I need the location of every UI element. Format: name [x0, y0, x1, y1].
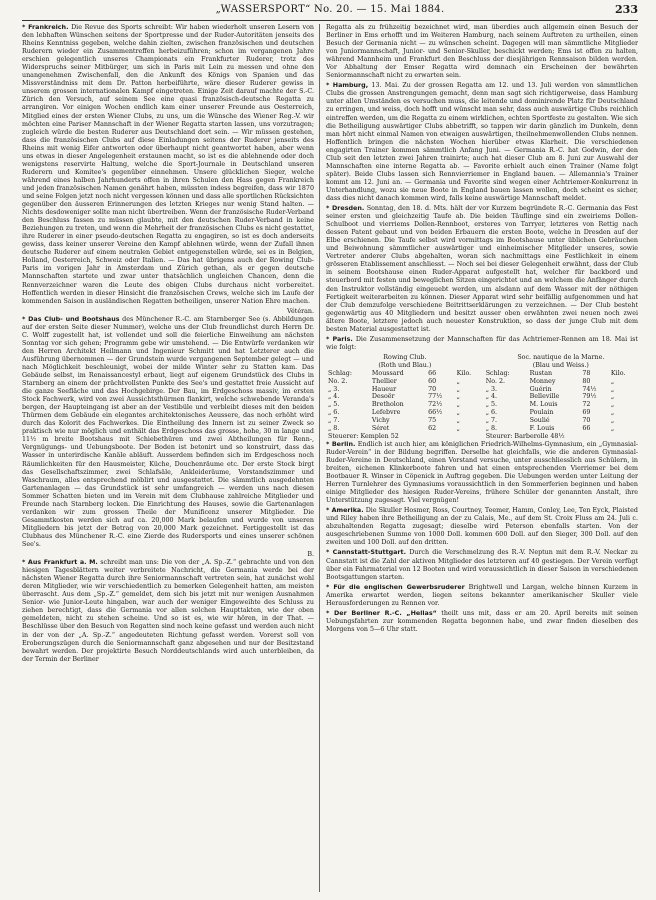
crew-cell: Monney: [529, 377, 556, 385]
crew-row: [326, 378, 638, 386]
crew-cell: 70: [582, 417, 591, 425]
crew-cell: „ 5.: [485, 401, 498, 409]
crew-cell: „: [610, 417, 615, 425]
article-text: Die Skuller Hosmer, Ross, Courtney, Teemer, Hamm, Conley, Lee, Ten Eyck, Plaisted und Riley haben ihre Betheiligung an der zu Calais, Me., auf dem St. Croix Fluss am 24. Juli c. abzuhaltenden Regatta zugesagt; dieselbe wird Peterson ebenfalls starten. Von der ausgeschriebenen Summe von 1000 Doll. kommen 600 Doll. auf den Sieger, 300 Doll. auf den zweiten und 100 Doll. auf den dritten.: [326, 507, 638, 547]
article-text: Sonntag, den 18. d. Mts. hält der vor Kurzem begründete R.-C. Germania das Fest seiner ersten und gleichzeitig Taufe ab. Die beiden Täuflinge sind ein zweiriems Dollen-Schulboot und vierriems Dollen-Rennboot, ersteres von Tarryer, letzteres von Rettig nach dessen Patent gebaut und von beiden Erbauern die ersten Boote, welche in Dresden auf der Elbe erschienen. Die Taufe selbst wird vormittags im Bootshause unter üblichen Gebräuchen und Beiwohnung sämmtlicher auswärtiger und einheimischer Mitglieder unseres, sowie Vertreter anderer Clubs abgehalten, woran sich nachmittags eine Festlichkeit in einem grösseren Etablissement anschliesst. — Noch sei bei dieser Gelegenheit erwähnt, dass der Club in seinem Bootshause einen Ruder-Apparat aufgestellt hat, welcher für backbord und steuerbord mit festen und beweglichen Sitzen eingerichtet und an welchem die Anfänger durch den Instruktor vollständig eingeuebt werden, um alsdann auf dem Wasser mit der nöthigen Fertigkeit weiterarbeiten zu können. Dieser Apparat wird sehr beifällig aufgenommen und hat der Club demzufolge verschiedene Beitrittserklärungen zu verzeichnen. — Der Club besteht gegenwärtig aus 40 Mitgliedern und besitzt ausser oben erwähnten zwei neuen noch zwei ältere Boote, letztere jedoch auch neuester Konstruktion, so dass der junge Club mit dem besten Material ausgestattet ist.: [326, 205, 638, 333]
crew-cell: Haueur: [371, 385, 397, 393]
crew-cell: „: [456, 385, 460, 393]
left-club-name: Rowing Club.: [383, 353, 427, 361]
article-title: * Frankreich.: [22, 24, 69, 31]
crew-cell: 66: [428, 369, 437, 377]
header-rule: [22, 20, 638, 21]
article-amerika: [326, 507, 638, 547]
article-title: * Das Club- und Bootshaus: [22, 315, 120, 323]
article-text: Die Zusammensetzung der Mannschaften für das Achtriemer-Rennen am 18. Mai ist wie folgt:: [326, 335, 638, 351]
crew-cell: Vichy: [371, 417, 390, 425]
page-header: [22, 4, 638, 20]
crew-cell: „: [456, 401, 460, 409]
right-column: [326, 24, 638, 894]
article-title: * Cannstatt-Stuttgart.: [326, 549, 407, 557]
crew-cell: Kilo.: [456, 369, 472, 377]
crew-cell: Lefebvre: [371, 409, 401, 417]
crew-cell: „ 4.: [485, 393, 498, 401]
crew-cell: Séret: [371, 425, 390, 433]
crew-cell: 72½: [428, 401, 443, 409]
left-column: [22, 24, 314, 894]
crew-cell: „ 8.: [328, 425, 340, 433]
article-hamburg: [326, 82, 638, 203]
crew-cell: 74½: [582, 385, 597, 393]
crew-cell: 78: [582, 369, 591, 377]
crew-cell: „: [610, 425, 615, 433]
crew-cell: Kilo.: [610, 369, 626, 377]
crew-table: [326, 354, 638, 441]
crew-cell: Rustan: [529, 369, 553, 377]
crew-cell: 69: [582, 409, 591, 417]
article-signature: B.: [307, 551, 314, 559]
right-cox: Steurer: Barberolle 48½: [485, 432, 565, 440]
crew-table-cox: [326, 433, 638, 441]
article-title: * Berlin.: [326, 440, 356, 448]
crew-cell: „: [610, 401, 615, 409]
crew-cell: „ 5.: [328, 401, 340, 409]
article-clubhaus: [22, 316, 314, 549]
running-title: „WASSERSPORT“ No. 20. — 15. Mai 1884.: [215, 4, 445, 15]
crew-cell: „ 3.: [328, 385, 340, 393]
article-title: * Für die englischen Gewerbsruderer: [326, 583, 465, 591]
article-frankreich: [22, 24, 314, 306]
crew-cell: „: [610, 393, 615, 401]
crew-cell: 62: [428, 425, 437, 433]
crew-cell: „ 4.: [328, 393, 340, 401]
article-text: Endlich ist auch hier, am königlichen Friedrich-Wilhelms-Gymnasium, ein „Gymnasial-Ruder-Verein“ in der Bildung begriffen. Derselbe hat gleichfalls, wie die anderen Gymnasial-Ruder-Vereine in Deutschland, einen Vorstand versuche, unter ausschliesslich aus Schülern, in breiten, eichenen Klinkerboote fahren und hat einen entsprechenden Vierriemer bei dem Bootbauer R. Winser in Cöpenick in Auftrag gegeben. Die Uebungen werden unter Leitung der Herren Turnlehrer des Gymnasiums voraussichtlich in den Sommerferien beginnen und haben einige Mitglieder des hiesigen Ruder-Vereins, frühere Schüler der genannten Anstalt, ihre Unterstützung zugesagt. Viel vergnügen!: [326, 440, 638, 505]
crew-cell: „ 7.: [485, 417, 498, 425]
article-signature: Vétéran.: [287, 307, 314, 315]
crew-cell: 75: [428, 417, 437, 425]
article-text: Durch die Verschmelzung des R.-V. Neptun mit dem R.-V. Neckar zu Cannstatt ist die Zahl der aktiven Mitglieder des letzteren auf 40 gestiegen. Der Verein verfügt über ein Fahrmaterial von 12 Booten und wird voraussichtlich in dieser Saison in verschiedenen Bootsgattungen starten.: [326, 549, 638, 581]
crew-cell: 70: [428, 385, 437, 393]
crew-row: [326, 370, 638, 378]
article-text: theilt uns mit, dass er am 20. April bereits mit seinen Uebungsfahrten zur kommenden Regatta begonnen habe, und zwar finden dieselben des Morgens von 5—6 Uhr statt.: [326, 609, 638, 633]
crew-row: [326, 425, 638, 433]
crew-cell: „: [610, 385, 615, 393]
crew-cell: Bretholon: [371, 401, 404, 409]
crew-row: [326, 409, 638, 417]
crew-cell: „ 6.: [328, 409, 340, 417]
crew-cell: „ 6.: [485, 409, 498, 417]
crew-cell: 66: [582, 425, 591, 433]
article-continuation: Regatta als zu frühzeitig bezeichnet wird, man überdies auch allgemein einen Besuch der Berliner in Ems erhofft und im Weiteren Hamburg, nach seinem Auftreten zu urtheilen, einen Besuch der Germania nicht — zu wünschen scheint. Dagegen will man sämmtliche Mitglieder von Juniormannschaft, Junior- und Senior-Skuller, beschickt werden; Ems ist offen zu halten, während Mannheim und Frankfurt den Beschluss der diesjährigen Rennsaison bilden werden. Vor Abhaltung der Emser Regatta wird demnach ein Erscheinen der bewährten Seniormannschaft nicht zu erwarten sein.: [326, 24, 638, 80]
article-text: schreibt man uns: Die von der „A. Sp.-Z.“ gebrachte und von den hiesigen Tagesblättern weiter verbreitete Nachricht, die Germania werde bei der nächsten Wiener Regatta durch ihre Seniormannschaft vertreten sein, hat zunächst wohl deren Mitglieder, wie wir verschiedentlich zu bemerken Gelegenheit hatten, am meisten überrascht. Aus dem „Sp.-Z.“ gemeldet, dem sich bis jetzt mit nur wenigen Ausnahmen Senior- wie Junior-Leute hingaben, war auch der weniger Eingeweihte des Schluss zu ziehen berechtigt, dass die Germania vor allen solchen Haupttakten, wie der oben gemeldeten, nicht zu stehen scheine. Und so ist es, wie wir hören, in der That. — Beschlüsse über den Besuch von Regatten sind noch keine gefasst und werden auch nicht in der von der „A. Sp.-Z.“ angedeuteten Richtung gefasst werden. Vorerst soll von Eroberungszügen durch die Seniormannschaft ganz abgesehen und nur der Besitzstand bewahrt werden. Der projektirte Besuch Norddeutschlands wird auch unterbleiben, da der Termin der Berliner: [22, 559, 314, 663]
crew-cell: Schlag:: [328, 369, 352, 377]
crew-cell: 66½: [428, 409, 443, 417]
article-dresden: [326, 205, 638, 334]
crew-cell: „: [610, 377, 615, 385]
crew-cell: 79½: [582, 393, 597, 401]
page-number: 233: [615, 3, 638, 16]
crew-cell: „ 8.: [485, 425, 498, 433]
article-cannstatt: [326, 549, 638, 581]
crew-cell: No. 2.: [485, 377, 506, 385]
crew-cell: Soulié: [529, 417, 550, 425]
crew-table-colors: [326, 362, 638, 370]
article-hellas: [326, 610, 638, 634]
article-title: * Amerika.: [326, 507, 364, 515]
crew-cell: 60: [428, 377, 437, 385]
crew-cell: 80: [582, 377, 591, 385]
crew-cell: „: [610, 409, 615, 417]
crew-table-header: [326, 354, 638, 362]
article-text: 13. Mai. Zu der grossen Regatta am 12. und 13. Juli werden von sämmtlichen Clubs die grossen Anstrengungen gemacht, denn man sagt sich richtigerweise, dass Hamburg unter allen Umständen es versuchen muss, die leitende und dominirende Platz für Deutschland zu erringen, und weiss, doch hofft und wünscht man sehr, dass auch auswärtige Clubs reichlich eintreffen werden, um die Regatta zu einem wirklichen, echten Sportfeste zu gestalten. Wie sich die Betheiligung auswärtiger Clubs abbetrifft, so tappen wir darin gänzlich im Dunkeln, denn man hört nicht einmal Namen von etwaigen auswärtigen, theilnehmenwollenden Clubs nennen. Hoffentlich bringen die nächsten Wochen hierüber etwas Klarheit. Die verschiedenen engagirten Trainer kommen sämmtlich Anfang Juni. — Germania R.-C. hat Godwin, der den Club seit den letzten zwei Jahren trainirte; auch hat dieser Club am 8. Juni zur Auswahl der Mannschaften eine interne Regatta ab. — Favorite erhielt auch einen Trainer (Name folgt später). Beide Clubs lassen sich Rennvierriemer in England bauen. — Allemannia's Trainer kommt am 12. Juni an. — Germania und Favorite sind wegen einer Achtriemer-Konkurrenz in Unterhandlung, wozu sie neue Boote in England bauen lassen wollen, doch scheint es sicher, dass dies nicht danach kommen wird, falls keine auswärtige Mannschaft meldet.: [326, 82, 638, 202]
article-title: * Paris.: [326, 335, 353, 343]
crew-cell: Schlag:: [485, 369, 510, 377]
crew-cell: „: [456, 377, 460, 385]
crew-cell: „: [456, 409, 460, 417]
crew-cell: Moussard: [371, 369, 404, 377]
crew-cell: Poulain: [529, 409, 554, 417]
crew-cell: „: [456, 417, 460, 425]
article-berlin: [326, 441, 638, 505]
article-gewerbsruderer: [326, 584, 638, 608]
left-cox: Steuerer: Kemplen 52: [328, 432, 399, 440]
right-club-name: Soc. nautique de la Marne.: [517, 353, 605, 361]
crew-cell: „: [456, 425, 460, 433]
crew-rows: [326, 370, 638, 433]
crew-cell: „ 7.: [328, 417, 340, 425]
crew-cell: „ 3.: [485, 385, 498, 393]
crew-cell: No. 2.: [328, 377, 348, 385]
column-divider: [319, 24, 320, 892]
crew-cell: „: [456, 393, 460, 401]
article-title: * Der Berliner R.-C. „Hellas“: [326, 609, 437, 617]
article-text: Die Revue des Sports schreibt: Wir haben wiederholt unseren Lesern von den lebhaften Wünschen seitens der Sportpresse und der Ruder-Autoritäten jenseits des Rheins Kenntniss gegeben, welche dahin zielten, zwischen französischen und deutschen Ruderern wieder ein Zusammentreffen herbeizuführen; schon im vergangenen Jahre erschien gelegentlich unseres Championats ein Frankfurter Ruderer, trotz des Widerspruchs seiner Mitbürger, um sich in Paris mit Lein zu messen und ohne den unangenehmen Zwischenfall, den die Ankunft des Königs von Spanien und das Missverständniss mit dem Dr. Patton herbeiführte, wäre dieser Ruderer gewiss in unserem grossen internationalen Kampf eingetreten. Einige Zeit darauf machte der S.-C. Zürich den Versuch, auf seinem See eine quasi französisch-deutsche Regatta zu arrangiren. Vor einigen Wochen endlich kam einer unserer Freunde aus Oesterreich, Mitglied eines der ersten Wiener Clubs, zu uns, um die Wünsche des Wiener Reg.-V. wir möchten eine Pariser Mannschaft in der Wiener Regatta starten lassen, uns vorzutragen; zugleich würde die besten Ruderer aus Deutschland dort sein. — Wir müssen gestehen, dass die französischen Clubs auf diese Einladungen seitens der Ruderer jenseits des Rheins mit wenig Eifer antworten oder überhaupt nicht geantwortet haben, aber wenn uns etwas in dieser Angelegenheit erstaunen macht, so ist es die ablehnende oder doch wenigstens reservirte Haltung, welche die Sport-Journale in Deutschland unseren Ruderern und Komitee's gegenüber einnehmen. Unsere glücklichen Sieger, welche während eines halben Jahrhunderts offen in ihren Schulen den Hass gegen Frankreich und jeden französischen Namen genährt haben, müssten indess begreifen, dass wir 1870 und seine Folgen jetzt noch nicht vergessen können und dass alle sportlichen Rücksichten gegenüber den äusseren Erinnerungen des letzten Krieges nur wenig Stand halten. — Nichts desdoweniger sollte man nicht übertreiben. Wenn der französische Ruder-Verband den Beschluss fassen zu müssen glaubte, mit den deutschen Ruder-Verband in keine Beziehungen zu treten, und wenn die Mehrheit der französischen Clubs es nicht gestattet, ihre Ruderer in einer pseudo-deutschen Regatta zu engagiren, so ist es doch anderseits gewiss, dass keiner unserer Vereine den Kampf ablehnen würde, wenn der Zufall ihnen deutsche Ruderer auf einem neutralen Gebiet entgegenstellen würde, sei es in Belgien, Holland, Oesterreich, Schweiz oder Italien. — Das hat übrigens auch der Rowing Club-Paris im vorigen Jahr in Amsterdam und Zürich gethan, als er gegen deutsche Mannschaften startete und zwar unter thatsächlich ungleichen Chancen, denn die Rennverzeichner waren die Leute des obigen Clubs durchaus nicht vorbereitet. Hoffentlich werden in dieser Hinsicht die französischen Crews, welche sich im Laufe der kommenden Saison in ausländischen Regatten betheiligen, unserer Nation Ehre machen.: [22, 24, 314, 305]
crew-cell: 77½: [428, 393, 443, 401]
article-title: * Aus Frankfurt a. M.: [22, 559, 98, 567]
crew-row: [326, 417, 638, 425]
article-text: des Münchener R.-C. am Starnberger See (s. Abbildungen auf der ersten Seite dieser Nummer), welche uns der Club freundlichst durch Herrn Dr. C. Wolff zugestellt hat, ist vollendet und soll die feierliche Einweihung am nächsten Sonntag vor sich gehen; Programm gebe wir umstehend. — Die Entwürfe verdanken wir den Herren Architekt Heilmann und Ingenieur Schmitt und hat Letzterer auch die Ausführung übernommen — der Grundstein wurde vergangenen September gelegt — und nach Möglichkeit beschleunigt, wobei der milde Winter sehr zu Statten kam. Das Gebäude selbst, im Renaissancestyl erbaut, liegt auf eigenem Grundstück des Clubs in Starnberg an einem der prächtvollsten Punkte des See's und gestattet freie Aussicht auf die ganze Seefläche und das Hochgebirge. Der Bau, im Erdgeschoss massiv, im ersten Stock Fachwerk, wird von zwei Aussichtsthürmen flankirt, welche schwebende Veranda's bergen, der Haupteingang ist aber an der Vestibüle und verbleibt dieses mit den beiden Thürmen dem Gebäude ein elegantes architektonisches Aeussere, das noch erhöht wird durch das Kolorit des Fachwerkes. Die Eintheilung des Innern ist zu seiner Zweck so praktisch wie nur möglich und enthält das Erdgeschoss das grosse, hohe, 30 m lange und 11½ m breite Bootshaus mit Schiebethüren und zwei Abtheilungen für Renn-, Vergnügungs- und Uebungsboote. Der Boden ist betonirt und so konstruirt, dass das Wasser in unterirdische Kanäle abläuft. Ausserdem befinden sich im Erdgeschoss noch Räumlichkeiten für den Hausmeister, Küche, Douchenräume etc. Der erste Stock birgt das Gesellschaftszimmer, zwei Schlafsäle, Ankleideräume, Vorstandszimmer und Waschraum, alles entsprechend möblirt und ausgestattet. Die sämmtlich ausgedehnten Gartenanlagen — das Grundstück ist sehr umfangreich — werden uns nach diesen Sommer Schatten bieten und im Verein mit dem Clubhause zahlreiche Mitglieder und Freunde nach Starnberg locken. Die Einrichtung des Hauses, sowie die Gartenanlagen verdanken wir zum grossen Theile der Munificenz unserer Mitglieder. Die Gesammtkosten werden sich auf ca. 20,000 Mark belaufen und wurde von unseren Mitgliedern bis jetzt der Betrag von 20,000 Mark gezeichnet. Fertiggestellt ist das Clubhaus des Münchener R.-C. eine Zierde des Rudersports und eines unserer schönen See's.: [22, 315, 314, 548]
crew-cell: M. Louis: [529, 401, 558, 409]
article-paris: [326, 336, 638, 352]
crew-cell: Guérin: [529, 385, 552, 393]
crew-cell: 72: [582, 401, 591, 409]
crew-cell: F. Louis: [529, 425, 555, 433]
crew-cell: Thellier: [371, 377, 397, 385]
article-text: Brightwell und Largan, welche binnen Kurzem in Amerika erwartet werden, liegen seitens bekannter amerikanischer Skuller viele Herausforderungen zu Rennen vor.: [326, 583, 638, 607]
crew-cell: Desoër: [371, 393, 395, 401]
article-frankfurt: [22, 559, 314, 664]
article-title: * Hamburg,: [326, 82, 369, 90]
left-club-colors: (Roth und Blau.): [378, 361, 432, 369]
crew-cell: Belleville: [529, 393, 560, 401]
article-title: * Dresden.: [326, 205, 365, 213]
right-club-colors: (Blau und Weiss.): [532, 361, 589, 369]
